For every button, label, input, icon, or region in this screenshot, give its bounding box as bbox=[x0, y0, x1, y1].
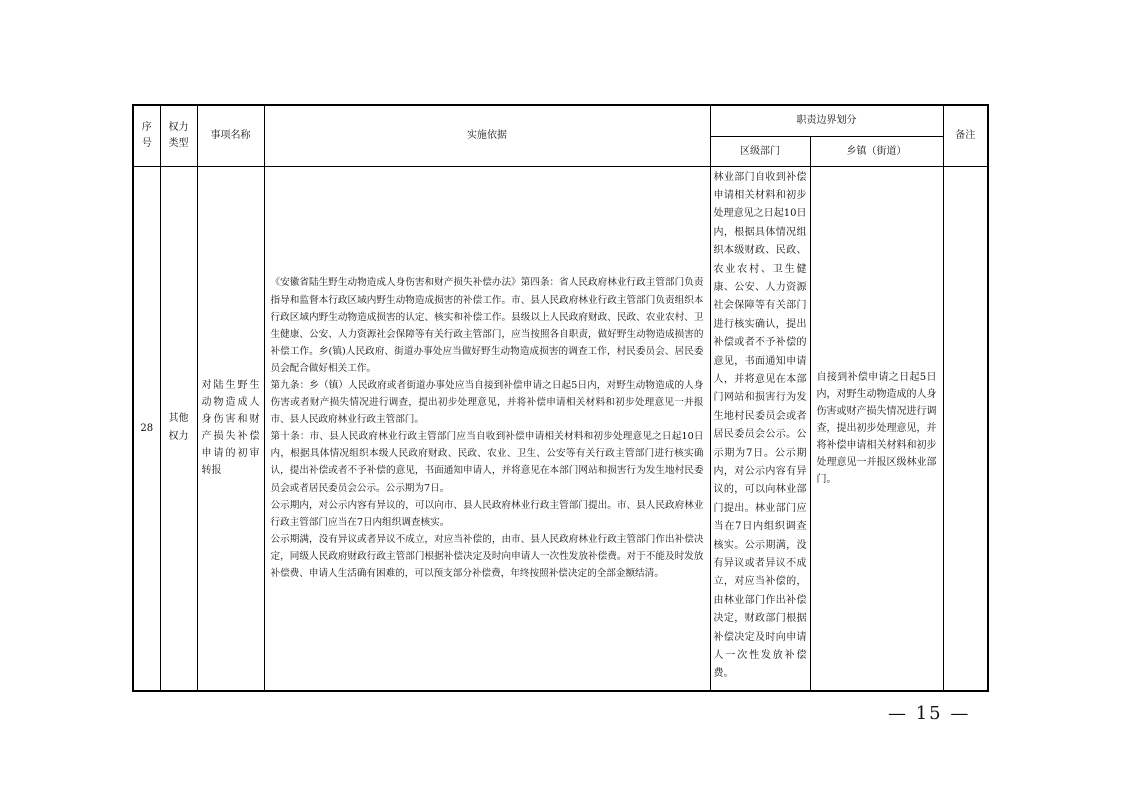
header-district-dept-label: 区级部门 bbox=[740, 145, 780, 157]
header-item-name-label: 事项名称 bbox=[210, 130, 251, 142]
cell-item-name bbox=[197, 166, 264, 691]
header-remarks-label: 备注 bbox=[955, 130, 976, 142]
basis-paragraph: 《安徽省陆生野生动物造成人身伤害和财产损失补偿办法》第四条：省人民政府林业行政主管部门负责指导和监督本行政区域内野生动物造成损害的补偿工作。市、县人民政府林业行政主管部门负责组织本行政区域内野生动物造成损害的认定、核实和补偿工作。县级以上人民政府财政、民政、农业农村、卫生健康、公安、人力资源社会保障等有关行政主管部门，应当按照各自职责，做好野生动物造成损害的补偿工作。乡(镇)人民政府、街道办事处应当做好野生动物造成损害的调查工作，村民委员会、居民委员会配合做好相关工作。 bbox=[270, 277, 704, 374]
header-basis-label: 实施依据 bbox=[467, 130, 507, 142]
header-town-street-label: 乡镇（街道） bbox=[846, 145, 907, 157]
basis-paragraph: 第十条：市、县人民政府林业行政主管部门应当自收到补偿申请相关材料和初步处理意见之日起10日内，根据具体情况组织本级人民政府财政、民政、农业、卫生、公安等有关行政主管部门进行核实确认，提出补偿或者不予补偿的意见，书面通知申请人，并将意见在本部门网站和损害行为发生地村民委员会或者居民委员会公示。公示期为7日。 bbox=[270, 431, 704, 494]
header-power-type-label: 权力类型 bbox=[168, 121, 189, 149]
responsibility-table bbox=[132, 104, 989, 692]
header-basis bbox=[264, 105, 710, 166]
cell-town-street bbox=[810, 166, 943, 691]
basis-paragraph: 公示期满，没有异议或者异议不成立，对应当补偿的，由市、县人民政府林业行政主管部门作出补偿决定，同级人民政府财政行政主管部门根据补偿决定及时向申请人一次性发放补偿费。对于不能及时发放补偿费、申请人生活确有困难的，可以预支部分补偿费，年终按照补偿决定的全部金额结清。 bbox=[270, 533, 704, 579]
town-street-value: 自接到补偿申请之日起5日内，对野生动物造成的人身伤害或财产损失情况进行调查，提出初步处理意见，并将补偿申请相关材料和初步处理意见一并报区级林业部门。 bbox=[816, 371, 937, 485]
header-seq bbox=[133, 105, 160, 166]
header-duty-division bbox=[710, 105, 943, 136]
item-name-value: 对陆生野生动物造成人身伤害和财产损失补偿申请的初审转报 bbox=[201, 380, 260, 477]
header-duty-division-label: 职责边界划分 bbox=[796, 115, 857, 127]
basis-paragraph: 公示期内，对公示内容有异议的，可以向市、县人民政府林业行政主管部门提出。市、县人民政府林业行政主管部门应当在7日内组织调查核实。 bbox=[270, 499, 704, 528]
cell-seq bbox=[133, 166, 160, 691]
page-number: — 15 — bbox=[888, 703, 971, 724]
header-power-type bbox=[160, 105, 197, 166]
cell-district-dept bbox=[710, 166, 810, 691]
cell-remarks bbox=[943, 166, 988, 691]
header-town-street bbox=[810, 136, 943, 166]
basis-text bbox=[271, 274, 704, 582]
table-row bbox=[133, 166, 988, 691]
header-seq-label: 序号 bbox=[141, 121, 152, 149]
header-district-dept bbox=[710, 136, 810, 166]
district-dept-value: 林业部门自收到补偿申请相关材料和初步处理意见之日起10日内，根据具体情况组织本级财政、民政、农业农村、卫生健康、公安、人力资源社会保障等有关部门进行核实确认，提出补偿或者不予补偿的意见，书面通知申请人，并将意见在本部门网站和损害行为发生地村民委员会或者居民委员会公示。公示期为7日。公示期内，对公示内容有异议的，可以向林业部门提出。林业部门应当在7日内组织调查核实。公示期满，没有异议或者异议不成立，对应当补偿的，由林业部门作出补偿决定，财政部门根据补偿决定及时向申请人一次性发放补偿费。 bbox=[713, 171, 807, 680]
cell-power-type bbox=[160, 166, 197, 691]
header-remarks bbox=[943, 105, 988, 166]
header-item-name bbox=[197, 105, 264, 166]
cell-basis bbox=[264, 166, 710, 691]
power-type-value: 其他权力 bbox=[168, 413, 189, 443]
basis-paragraph: 第九条：乡（镇）人民政府或者街道办事处应当自接到补偿申请之日起5日内，对野生动物造成的人身伤害或者财产损失情况进行调查，提出初步处理意见，并将补偿申请相关材料和初步处理意见一并报市、县人民政府林业行政主管部门。 bbox=[270, 379, 704, 426]
seq-value: 28 bbox=[140, 422, 154, 434]
